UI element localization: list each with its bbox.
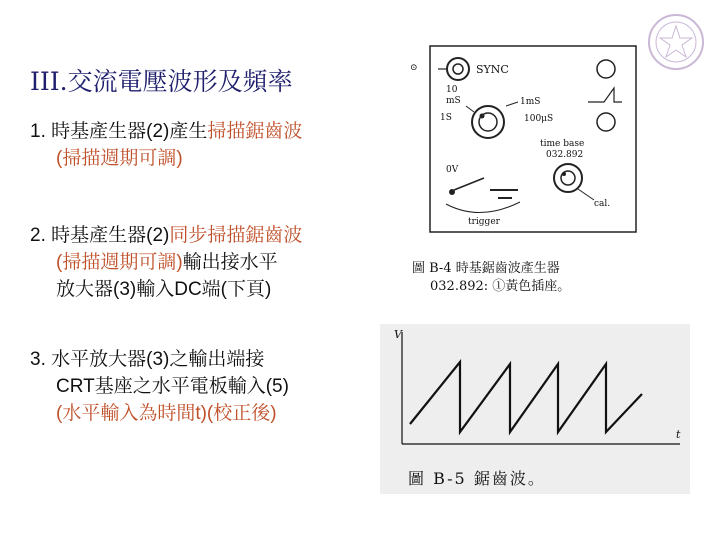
list-item-3 (30, 346, 289, 427)
list-item-2 (30, 222, 302, 303)
figure-b4-caption-line1: 圖 B-4 時基鋸齒波產生器 (412, 261, 560, 276)
item-highlight: (掃描週期可調) (56, 252, 183, 273)
figure-b4-caption-line2: 032.892: ①黃色插座。 (430, 279, 571, 294)
sync-label: SYNC (476, 63, 509, 76)
figure-b5-caption: 圖 B-5 鋸齒波。 (408, 469, 546, 488)
item-text: 時基產生器(2)產生 (51, 121, 208, 142)
panel-marker: ⊙ (410, 63, 418, 73)
item-highlight: (水平輸入為時間t)(校正後) (56, 403, 277, 424)
page-title: III.交流電壓波形及頻率 (30, 67, 293, 96)
time-base-code: 032.892 (546, 150, 584, 160)
trigger-label: trigger (468, 217, 500, 227)
item-text: 輸出接水平 (182, 252, 278, 273)
item-highlight: 同步掃描鋸齒波 (169, 225, 303, 246)
range-10-label: 10 (446, 85, 458, 95)
t-axis-label: t (676, 428, 681, 441)
university-seal-logo (646, 12, 706, 77)
zero-v-label: 0V (446, 165, 459, 175)
range-100us-label: 100μS (524, 114, 554, 124)
item-text: 放大器(3)輸入DC端(下頁) (56, 279, 272, 300)
range-ms-label: mS (446, 96, 461, 106)
list-item-1 (30, 118, 302, 172)
item-text: 水平放大器(3)之輸出端接 (51, 349, 265, 370)
range-1ms-label: 1mS (520, 97, 541, 107)
item-number: 2. (30, 225, 46, 246)
item-highlight: 掃描鋸齒波 (207, 121, 303, 142)
figure-b4-caption (412, 260, 570, 296)
v-axis-label: V (394, 328, 402, 341)
time-base-label: time base (540, 139, 585, 149)
item-text: 時基產生器(2) (51, 225, 170, 246)
item-number: 3. (30, 349, 46, 370)
range-1s-label: 1S (440, 113, 452, 123)
time-base-panel-figure (410, 44, 638, 239)
item-highlight: (掃描週期可調) (56, 148, 183, 169)
item-number: 1. (30, 121, 46, 142)
item-text: CRT基座之水平電板輸入(5) (56, 376, 289, 397)
cal-label: cal. (594, 199, 611, 209)
